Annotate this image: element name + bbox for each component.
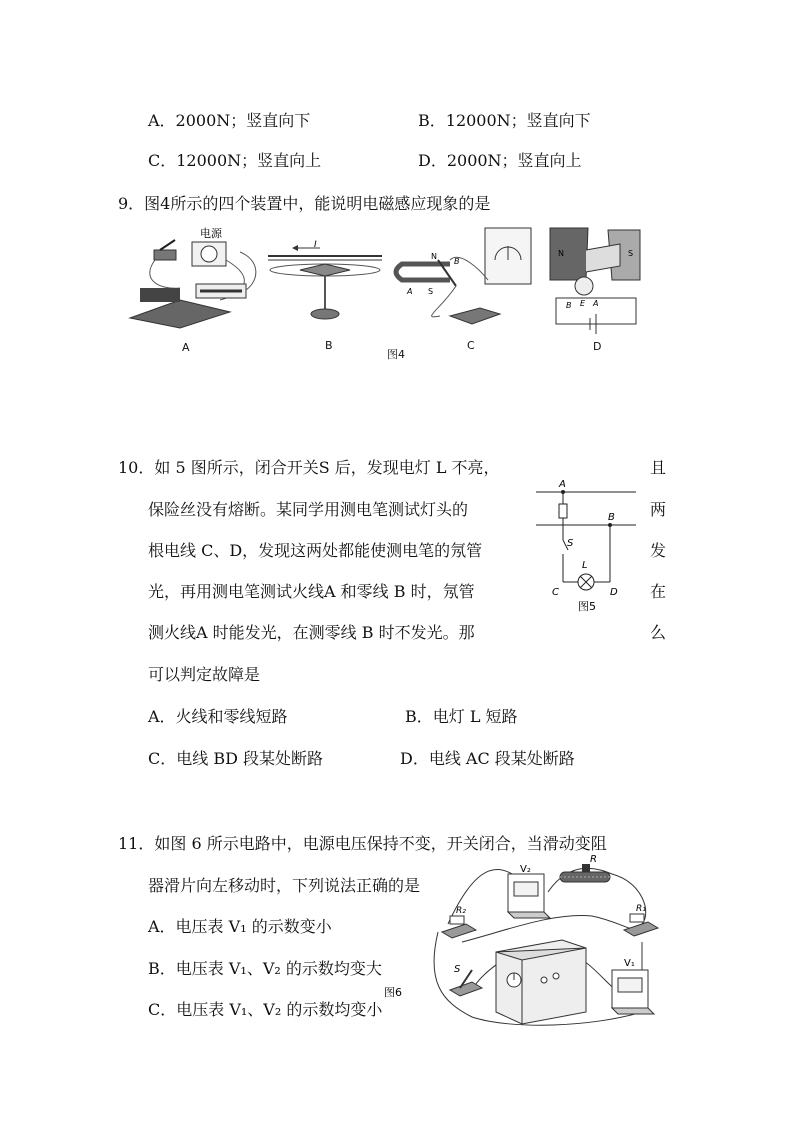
q10-line-1: 10．如 5 图所示，闭合开关S 后，发现电灯 L 不亮， [118, 458, 500, 477]
q9-panel-label-b: B [325, 339, 333, 352]
q10-line-5: 测火线A 时能发光，在测零线 B 时不发光。那 [148, 623, 475, 642]
q10-right-1: 且 [650, 458, 667, 477]
q10-right-4: 在 [650, 582, 667, 601]
fig5-label-c: C [552, 587, 559, 598]
panel-c-a-label: A [407, 287, 413, 296]
panel-b-drawing [268, 245, 382, 319]
q10-right-3: 发 [650, 541, 667, 560]
q11-line-2: 器滑片向左移动时，下列说法正确的是 [148, 876, 421, 895]
fig5-label-b: B [608, 512, 615, 523]
panel-c-s-label: S [428, 287, 434, 296]
q9-figure [120, 220, 640, 360]
panel-b-current-label: I [314, 240, 317, 250]
q10-line-3: 根电线 C、D，发现这两处都能使测电笔的氖管 [148, 541, 483, 560]
q10-right-2: 两 [650, 500, 667, 519]
panel-d-s-label: S [628, 249, 634, 258]
q11-figure-circuit [384, 852, 668, 1032]
panel-c-b-label: B [454, 257, 460, 266]
q8-option-a: A．2000N；竖直向下 [148, 111, 311, 130]
fig5-label-s: S [567, 538, 574, 549]
panel-c-drawing [396, 228, 531, 324]
q10-line-6: 可以判定故障是 [148, 665, 261, 684]
q9-panel-label-a: A [182, 341, 190, 354]
q9-figure-caption: 图4 [387, 348, 405, 361]
q11-option-a: A．电压表 V₁ 的示数变小 [148, 917, 332, 936]
q10-right-5: 么 [650, 623, 667, 642]
q9-stem: 9．图4所示的四个装置中，能说明电磁感应现象的是 [118, 194, 491, 213]
fig6-label-r1: R₁ [636, 904, 646, 914]
panel-d-n-label: N [558, 249, 564, 258]
q11-option-c: C．电压表 V₁、V₂ 的示数均变小 [148, 1000, 383, 1019]
q10-figure-circuit [530, 472, 642, 622]
q8-option-c: C．12000N；竖直向上 [148, 151, 322, 170]
fig5-caption: 图5 [578, 600, 596, 613]
panel-c-n-label: N [431, 252, 437, 261]
q10-option-a: A．火线和零线短路 [148, 707, 288, 726]
fig6-label-s: S [454, 964, 461, 975]
q9-panel-label-d: D [593, 340, 602, 353]
q10-option-d: D．电线 AC 段某处断路 [400, 749, 575, 768]
q11-line-1: 11．如图 6 所示电路中，电源电压保持不变，开关闭合，当滑动变阻 [118, 834, 607, 853]
q8-option-b: B．12000N；竖直向下 [418, 111, 591, 130]
panel-d-e-label: E [580, 299, 586, 308]
fig6-label-v2: V₂ [520, 864, 531, 875]
q11-option-b: B．电压表 V₁、V₂ 的示数均变大 [148, 959, 382, 978]
panel-d-drawing [550, 228, 640, 334]
q10-option-c: C．电线 BD 段某处断路 [148, 749, 324, 768]
q8-option-d: D．2000N；竖直向上 [418, 151, 582, 170]
panel-a-drawing [130, 240, 256, 328]
panel-d-a-label: A [593, 299, 599, 308]
panel-a-supply-label: 电源 [200, 227, 222, 240]
fig6-label-v1: V₁ [624, 958, 635, 969]
fig5-label-l: L [582, 560, 588, 571]
q10-line-2: 保险丝没有熔断。某同学用测电笔测试灯头的 [148, 500, 469, 519]
fig6-caption: 图6 [384, 986, 402, 999]
panel-d-b-label: B [566, 301, 572, 310]
fig6-label-r: R [590, 854, 597, 865]
q9-panel-label-c: C [467, 339, 475, 352]
fig5-label-a: A [559, 479, 566, 490]
fig5-label-d: D [610, 587, 618, 598]
q10-line-4: 光，再用测电笔测试火线A 和零线 B 时，氖管 [148, 582, 475, 601]
fig6-label-r2: R₂ [456, 906, 466, 916]
q10-option-b: B．电灯 L 短路 [405, 707, 518, 726]
